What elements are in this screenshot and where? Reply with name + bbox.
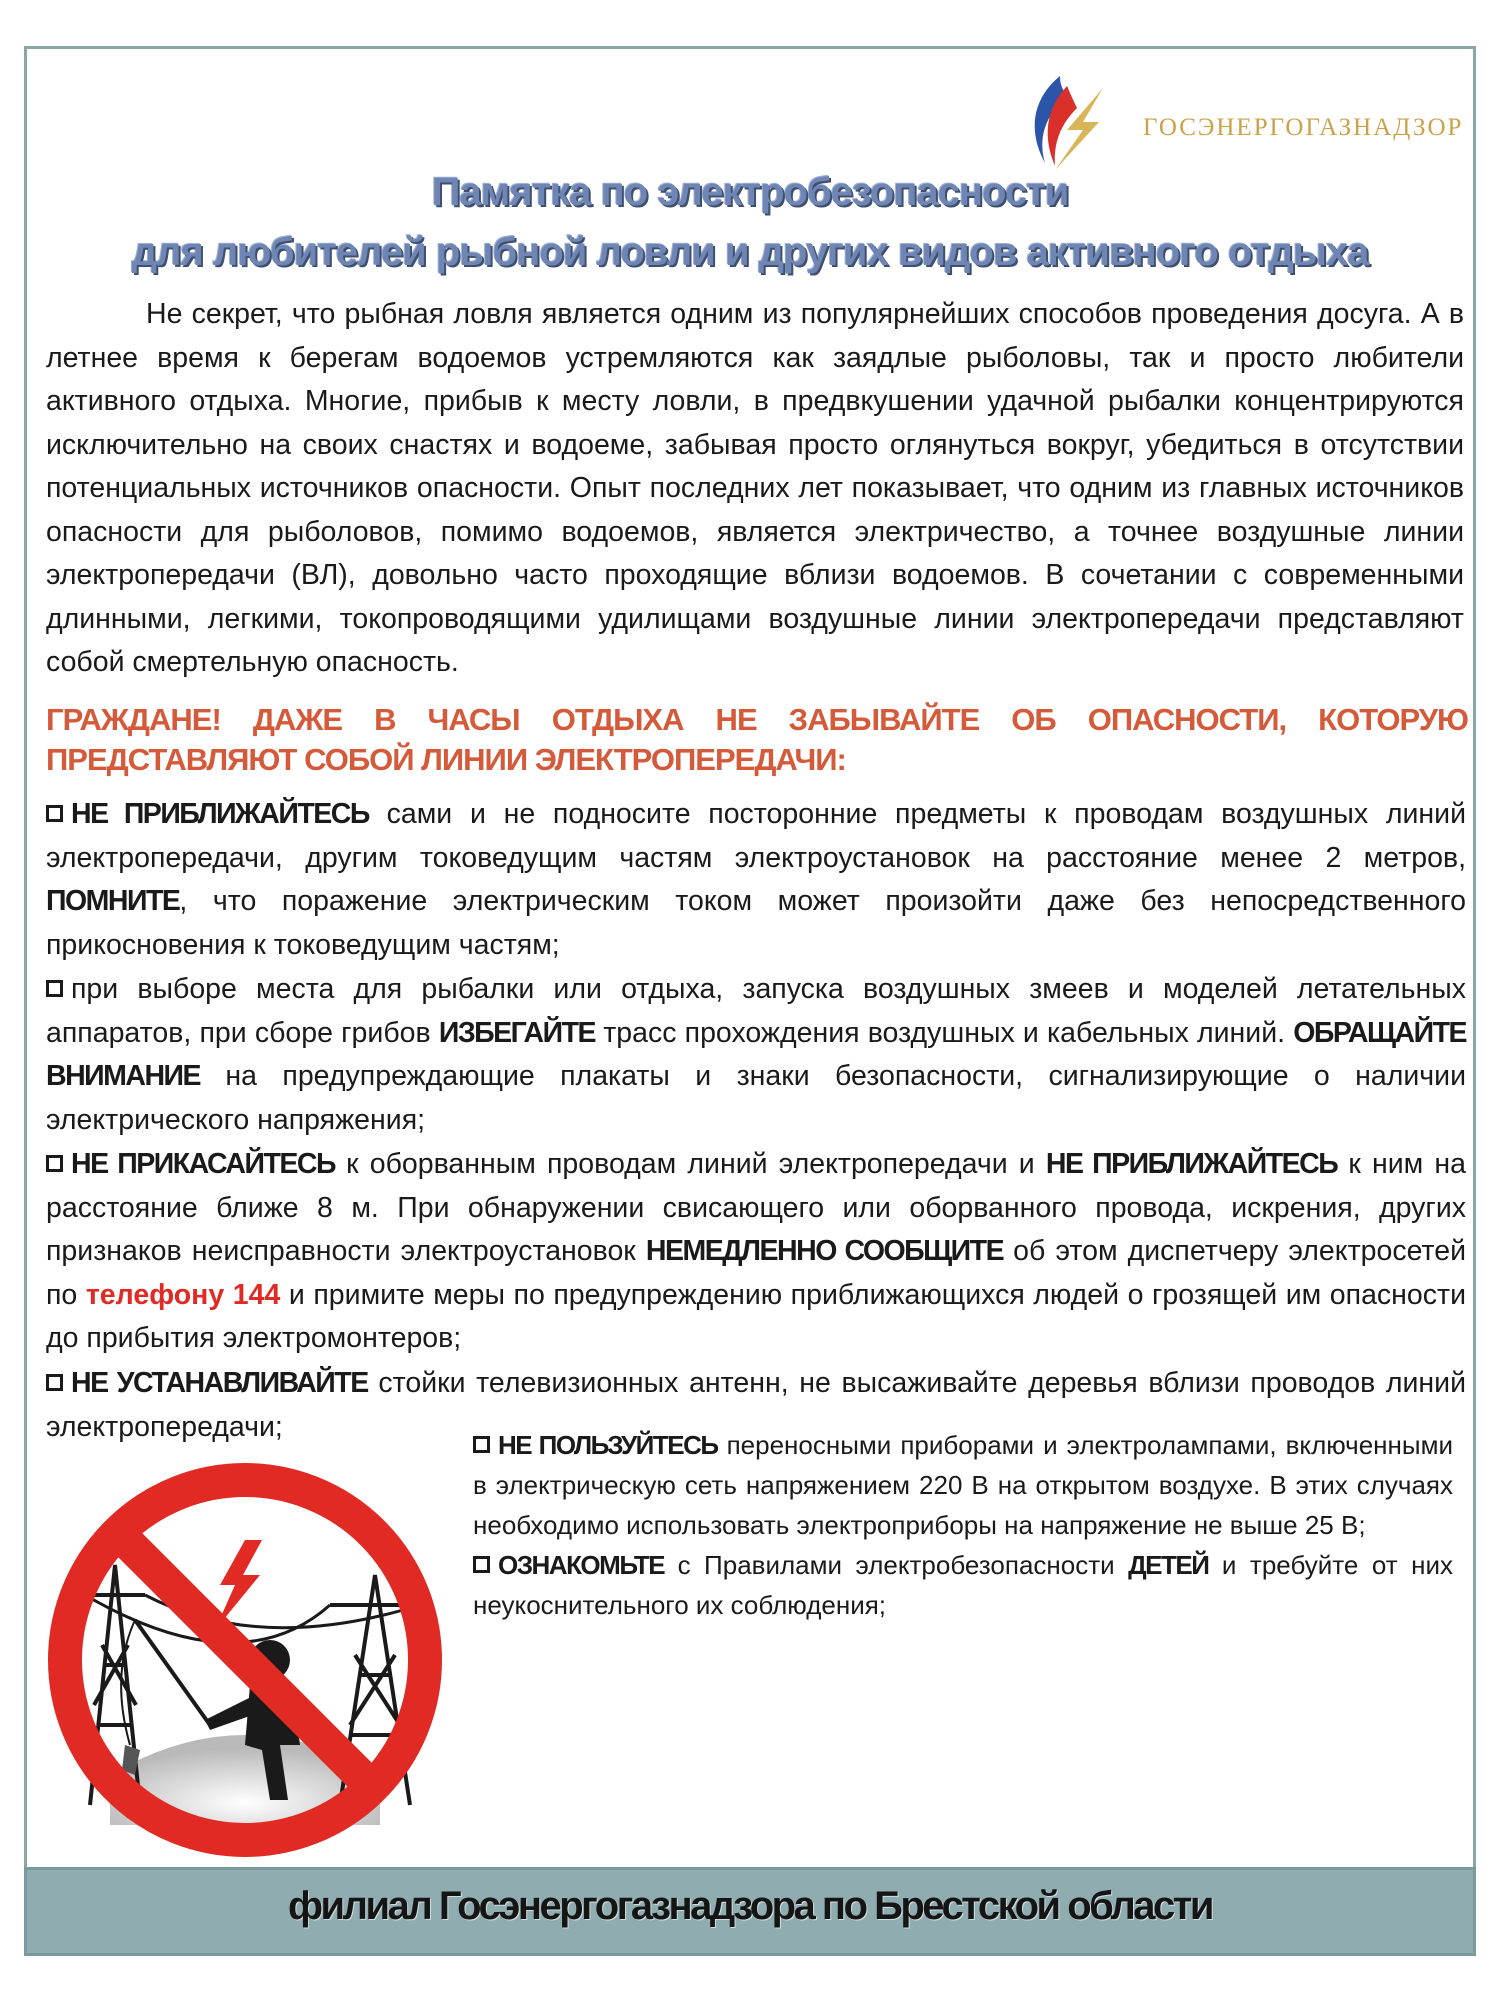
- keyword: ДЕТЕЙ: [1128, 1550, 1209, 1580]
- checkbox-bullet-icon: [46, 980, 63, 997]
- checkbox-bullet-icon: [46, 805, 63, 822]
- keyword: НЕ ПОЛЬЗУЙТЕСЬ: [498, 1430, 718, 1460]
- no-fishing-near-power-lines-icon: [30, 1445, 460, 1875]
- item-text: , что поражение электрическим током может произойти даже без непосредственного прикосновения к токоведущим частям;: [46, 885, 1466, 961]
- item-text: при выборе места для рыбалки или отдыха, запуска воздушных змеев и моделей летательных аппаратов, при сборе грибов: [46, 973, 1466, 1049]
- item-text: на предупреждающие плакаты и знаки безопасности, сигнализирующие о наличии электрического напряжения;: [46, 1060, 1466, 1136]
- item-text: трасс прохождения воздушных и кабельных линий.: [595, 1016, 1294, 1049]
- keyword: ПОМНИТЕ: [46, 885, 180, 917]
- flame-lightning-logo-icon: [1015, 68, 1135, 178]
- item-text: стойки телевизионных антенн, не высаживайте деревья вблизи проводов линий электропередачи;: [46, 1367, 1466, 1443]
- checkbox-bullet-icon: [46, 1374, 63, 1391]
- warning-heading: ГРАЖДАНЕ! ДАЖЕ В ЧАСЫ ОТДЫХА НЕ ЗАБЫВАЙТЕ ОБ ОПАСНОСТИ, КОТОРУЮ ПРЕДСТАВЛЯЮТ СОБОЙ ЛИНИИ ЭЛЕКТРОПЕРЕДАЧИ:: [46, 702, 1468, 777]
- list-item: [473, 1545, 1453, 1625]
- intro-paragraph: Не секрет, что рыбная ловля является одним из популярнейших способов проведения досуга. А в летнее время к берегам водоемов устремляются как заядлые рыболовы, так и просто любители активного отдыха. Многие, прибыв к месту ловли, в предвкушении удачной рыбалки концентрируются исключительно на своих снастях и водоеме, забывая просто оглянуться вокруг, убедиться в отсутствии потенциальных источников опасности. Опыт последних лет показывает, что одним из главных источников опасности для рыболовов, помимо водоемов, является электричество, а точнее воздушные линии электропередачи (ВЛ), довольно часто проходящие вблизи водоемов. В сочетании с современными длинными, легкими, токопроводящими удилищами воздушные линии электропередачи представляют собой смертельную опасность.: [46, 298, 1464, 678]
- checkbox-bullet-icon: [46, 1155, 63, 1172]
- checkbox-bullet-icon: [473, 1556, 490, 1573]
- item-text: с Правилами электробезопасности: [664, 1550, 1129, 1580]
- footer-text: филиал Госэнергогазнадзора по Брестской области: [288, 1884, 1212, 1928]
- keyword: НЕМЕДЛЕННО СООБЩИТЕ: [645, 1235, 1004, 1267]
- checkbox-bullet-icon: [473, 1436, 490, 1453]
- title-line-1: Памятка по электробезопасности: [431, 170, 1069, 214]
- list-item: [473, 1425, 1453, 1545]
- item-text: переносными приборами и электролампами, включенными в электрическую сеть напряжением 220 В на открытом воздухе. В этих случаях необходимо использовать электроприборы на напряжение не выше 25 В;: [473, 1430, 1453, 1540]
- keyword: ОЗНАКОМЬТЕ: [498, 1550, 665, 1580]
- item-text: к ним на расстояние ближе 8 м. При обнаружении свисающего или оборванного провода, искрения, других признаков неисправности электроустановок: [46, 1148, 1467, 1267]
- keyword: НЕ ПРИБЛИЖАЙТЕСЬ: [1045, 1148, 1338, 1180]
- list-item: [46, 793, 1466, 967]
- keyword: НЕ ПРИБЛИЖАЙТЕСЬ: [71, 798, 369, 830]
- list-item: [46, 968, 1466, 1142]
- keyword: НЕ УСТАНАВЛИВАЙТЕ: [71, 1367, 368, 1399]
- logo: [1015, 68, 1465, 178]
- logo-text: ГОСЭНЕРГОГАЗНАДЗОР: [1143, 114, 1464, 141]
- keyword: ОБРАЩАЙТЕ ВНИМАНИЕ: [46, 1016, 1467, 1092]
- item-text: и примите меры по предупреждению приближающихся людей о грозящей им опасности до прибытия электромонтеров;: [46, 1278, 1466, 1354]
- keyword: НЕ ПРИКАСАЙТЕСЬ: [71, 1148, 335, 1180]
- prohibition-sign: [30, 1445, 460, 1875]
- item-text: сами и не подносите посторонние предметы к проводам воздушных линий электропередачи, другим токоведущим частям электроустановок на расстояние менее 2 метров,: [46, 798, 1467, 874]
- title-line-2: для любителей рыбной ловли и других видов активного отдыха: [131, 230, 1369, 274]
- right-column-items: [473, 1425, 1453, 1625]
- list-item: [46, 1143, 1466, 1361]
- phone-number: телефону 144: [85, 1278, 281, 1311]
- footer-bar: [24, 1867, 1476, 1956]
- item-text: к оборванным проводам линий электропередачи и: [334, 1148, 1046, 1180]
- item-text: и требуйте от них неукоснительного их соблюдения;: [473, 1550, 1453, 1620]
- keyword: ИЗБЕГАЙТЕ: [438, 1016, 596, 1049]
- item-text: об этом диспетчеру электросетей по: [46, 1235, 1466, 1311]
